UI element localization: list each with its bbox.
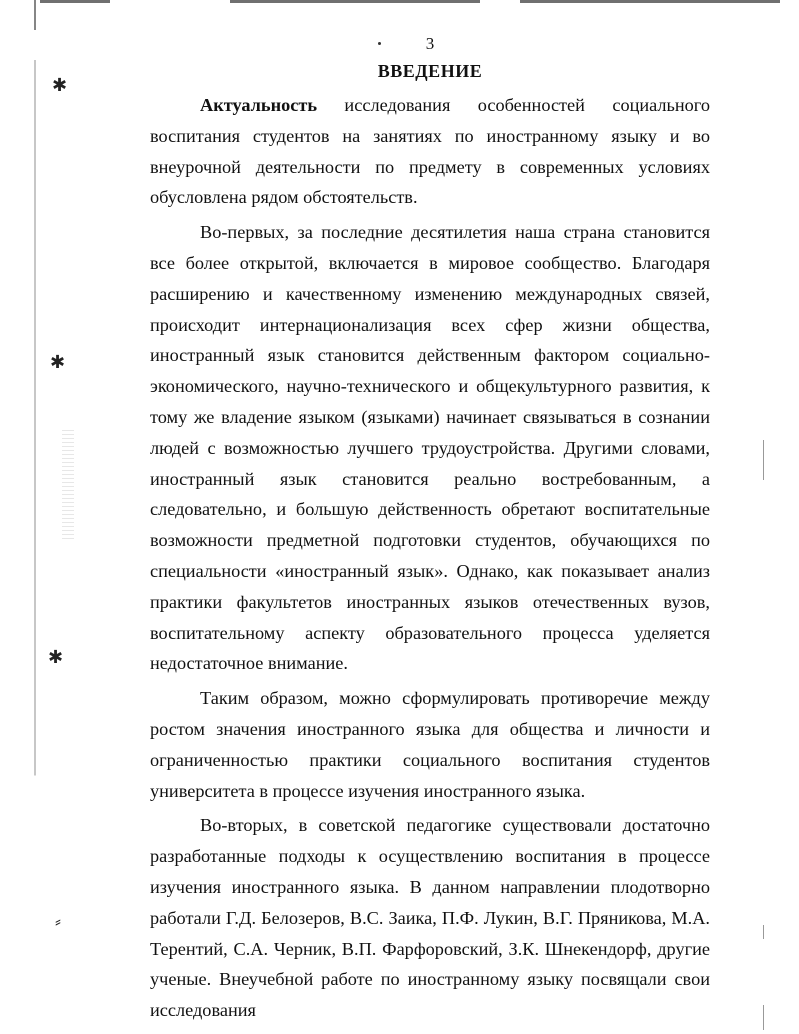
binder-hole-mark: ✱ <box>52 75 68 95</box>
scan-right-tick <box>763 440 764 480</box>
paragraph: Во-первых, за последние десятилетия наша страна становится все более открытой, включается в мировое сообщество. Благодаря расширению и качественному изменению международных связей, происходит интернационализация всех сфер жизни общества, иностранный язык становится действенным фактором социально-экономического, научно-технического и общекультурного развития, к тому же владение языком (языками) начинает связываться в сознании людей с возможностью лучшего трудоустройства. Другими словами, иностранный язык становится реально востребованным, а следовательно, и большую действенность обретают воспитательные возможности предметной подготовки студентов, обучающихся по специальности «иностранный язык». Однако, как показывает анализ практики факультетов иностранных языков отечественных вузов, воспитательному аспекту образовательного процесса уделяется недостаточное внимание. <box>150 222 710 674</box>
scan-edge-left <box>34 0 36 1034</box>
paragraph: Во-вторых, в советской педагогике существовали достаточно разработанные подходы к осуществлению воспитания в процессе изучения иностранного языка. В данном направлении плодотворно работали Г.Д. Белозеров, В.С. Заика, П.Ф. Лукин, В.Г. Пряникова, М.А. Терентий, С.А. Черник, В.П. Фарфоровский, З.К. Шнекендорф, другие ученые. Внеучебной работе по иностранному языку посвящали свои исследования <box>150 815 710 1021</box>
page-number: 3 <box>425 34 435 53</box>
paragraph-lead: Актуальность <box>200 95 318 115</box>
body-text <box>150 90 710 1030</box>
scan-top-mark <box>40 0 110 3</box>
paragraph <box>150 90 710 213</box>
scan-right-tick <box>763 925 764 939</box>
binder-hole-mark: ✱ <box>50 352 66 372</box>
binder-hole-mark: ✱ <box>48 647 64 667</box>
paragraph: Таким образом, можно сформулировать противоречие между ростом значения иностранного языка для общества и личности и ограниченностью практики социального воспитания студентов университета в процессе изучения иностранного языка. <box>150 688 710 801</box>
binder-hole-mark: ⸗ <box>55 911 61 931</box>
page-title: ВВЕДЕНИЕ <box>377 61 483 81</box>
scan-dot <box>378 42 381 45</box>
scan-right-tick <box>763 1005 764 1030</box>
paragraph-text: исследования особенностей социального воспитания студентов на занятиях по иностранному языку и во внеурочной деятельности по предмету в современных условиях обусловлена рядом обстоятельств. <box>150 95 710 208</box>
scan-top-mark <box>230 0 480 3</box>
scan-gutter-noise <box>62 430 74 540</box>
scan-top-mark <box>520 0 780 3</box>
